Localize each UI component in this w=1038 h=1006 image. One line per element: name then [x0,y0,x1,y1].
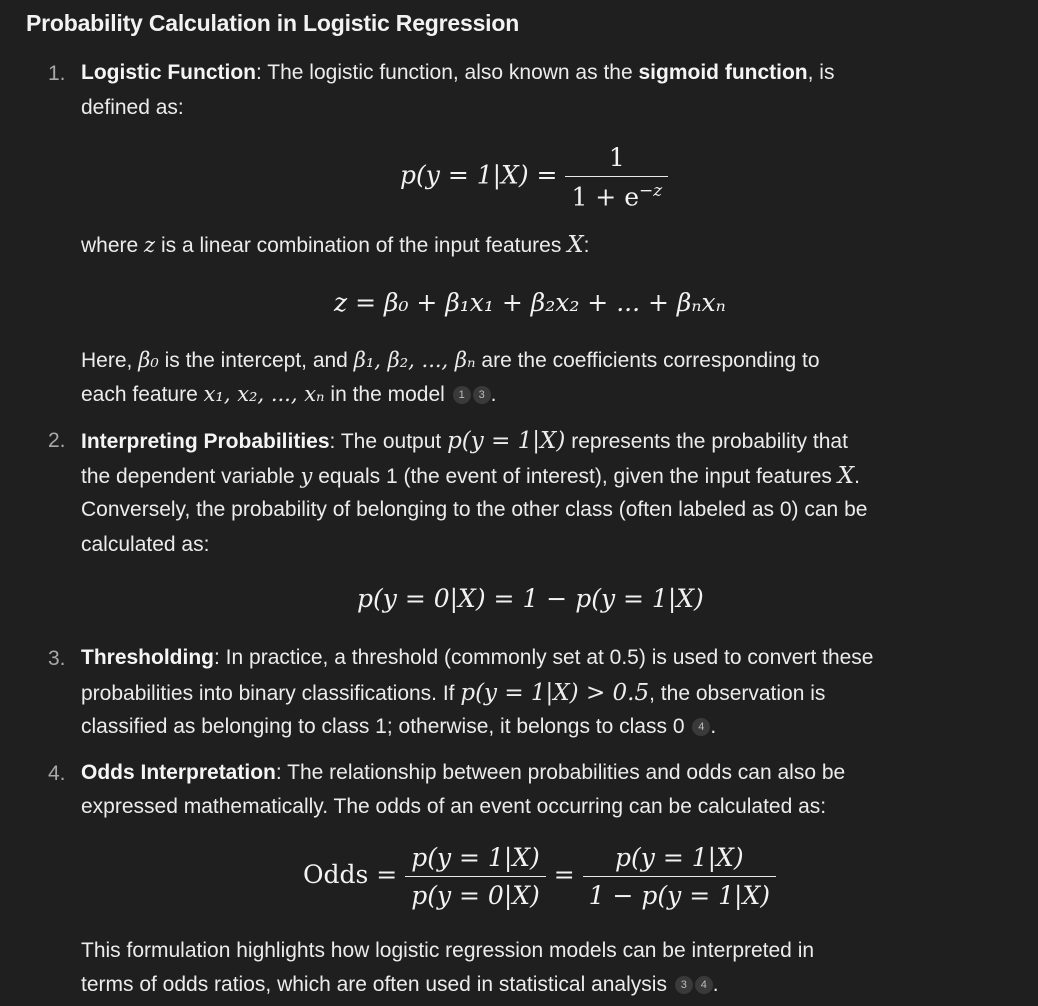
item4-para-line2: terms of odds ratios, which are often used in statistical analysis 3 4 . [81,973,719,996]
citation-4[interactable]: 4 [692,718,710,736]
linear-combination-equation: z = β₀ + β₁x₁ + β₂x₂ + ... + βₙxₙ [334,288,726,317]
odds-fraction-1: $\frac{p(y = 1|X)}{p(y = 0|X)}$ [405,843,546,910]
item2-line2: the dependent variable y equals 1 (the event of interest), given the input features X. [81,463,860,489]
list-number-2: 2. [48,429,66,452]
item3-line3: classified as belonging to class 1; otherwise, it belongs to class 0 4 . [81,715,717,738]
odds-label: Odds = [303,860,398,889]
complement-equation: p(y = 0|X) = 1 − p(y = 1|X) [357,584,704,613]
item1-term: Logistic Function [81,61,256,84]
citation-3b[interactable]: 3 [675,976,693,994]
item2-term: Interpreting Probabilities [81,430,330,453]
item2-line3: Conversely, the probability of belonging to the other class (often labeled as 0) can be [81,498,868,521]
item1-here-line: Here, β₀ is the intercept, and β₁, β₂, ..., βₙ are the coefficients corresponding to [81,348,820,372]
item1-line1 [81,61,834,85]
sigmoid-equation [400,143,668,211]
section-heading: Probability Calculation in Logistic Regression [26,10,520,36]
list-number-3: 3. [48,647,66,670]
item4-line2: expressed mathematically. The odds of an event occurring can be calculated as: [81,795,827,818]
item1-where-line: where z is a linear combination of the input features X: [81,232,590,258]
sigmoid-fraction [565,143,668,211]
item1-line2: defined as: [81,96,184,119]
item1-text: : The logistic function, also known as the [255,61,639,84]
list-number-1: 1. [48,62,66,85]
item1-each-line: each feature x₁, x₂, ..., xₙ in the model 1 3 . [81,382,497,406]
sigmoid-numerator: 1 [565,143,668,177]
item4-term: Odds Interpretation [81,761,276,784]
citation-3[interactable]: 3 [473,386,491,404]
item1-bold: sigmoid function [638,61,808,84]
odds-equation: Odds = $\frac{p(y = 1|X)}{p(y = 0|X)}$ = $\frac{p(y = 1|X)}{1 - p(y = 1|X)}$ [303,843,776,910]
citation-4b[interactable]: 4 [695,976,713,994]
item3-line1: Thresholding: In practice, a threshold (commonly set at 0.5) is used to convert these [81,646,874,669]
item4-para-line1: This formulation highlights how logistic regression models can be interpreted in [81,939,815,962]
item2-line1: Interpreting Probabilities: The output p(y = 1|X) represents the probability that [81,428,848,454]
citation-1[interactable]: 1 [453,386,471,404]
item3-line2: probabilities into binary classifications. If p(y = 1|X) > 0.5, the observation is [81,680,826,706]
item1-text-end: , is [807,61,835,84]
sigmoid-denominator: $1 + e^{-z}$ [571,181,663,212]
item4-line1: Odds Interpretation: The relationship between probabilities and odds can also be [81,761,846,784]
list-number-4: 4. [48,762,66,785]
odds-fraction-2: $\frac{p(y = 1|X)}{1 - p(y = 1|X)}$ [583,843,776,910]
sigmoid-lhs: p(y = 1|X) = [400,160,558,190]
item2-line4: calculated as: [81,533,210,556]
item3-term: Thresholding [81,646,214,669]
